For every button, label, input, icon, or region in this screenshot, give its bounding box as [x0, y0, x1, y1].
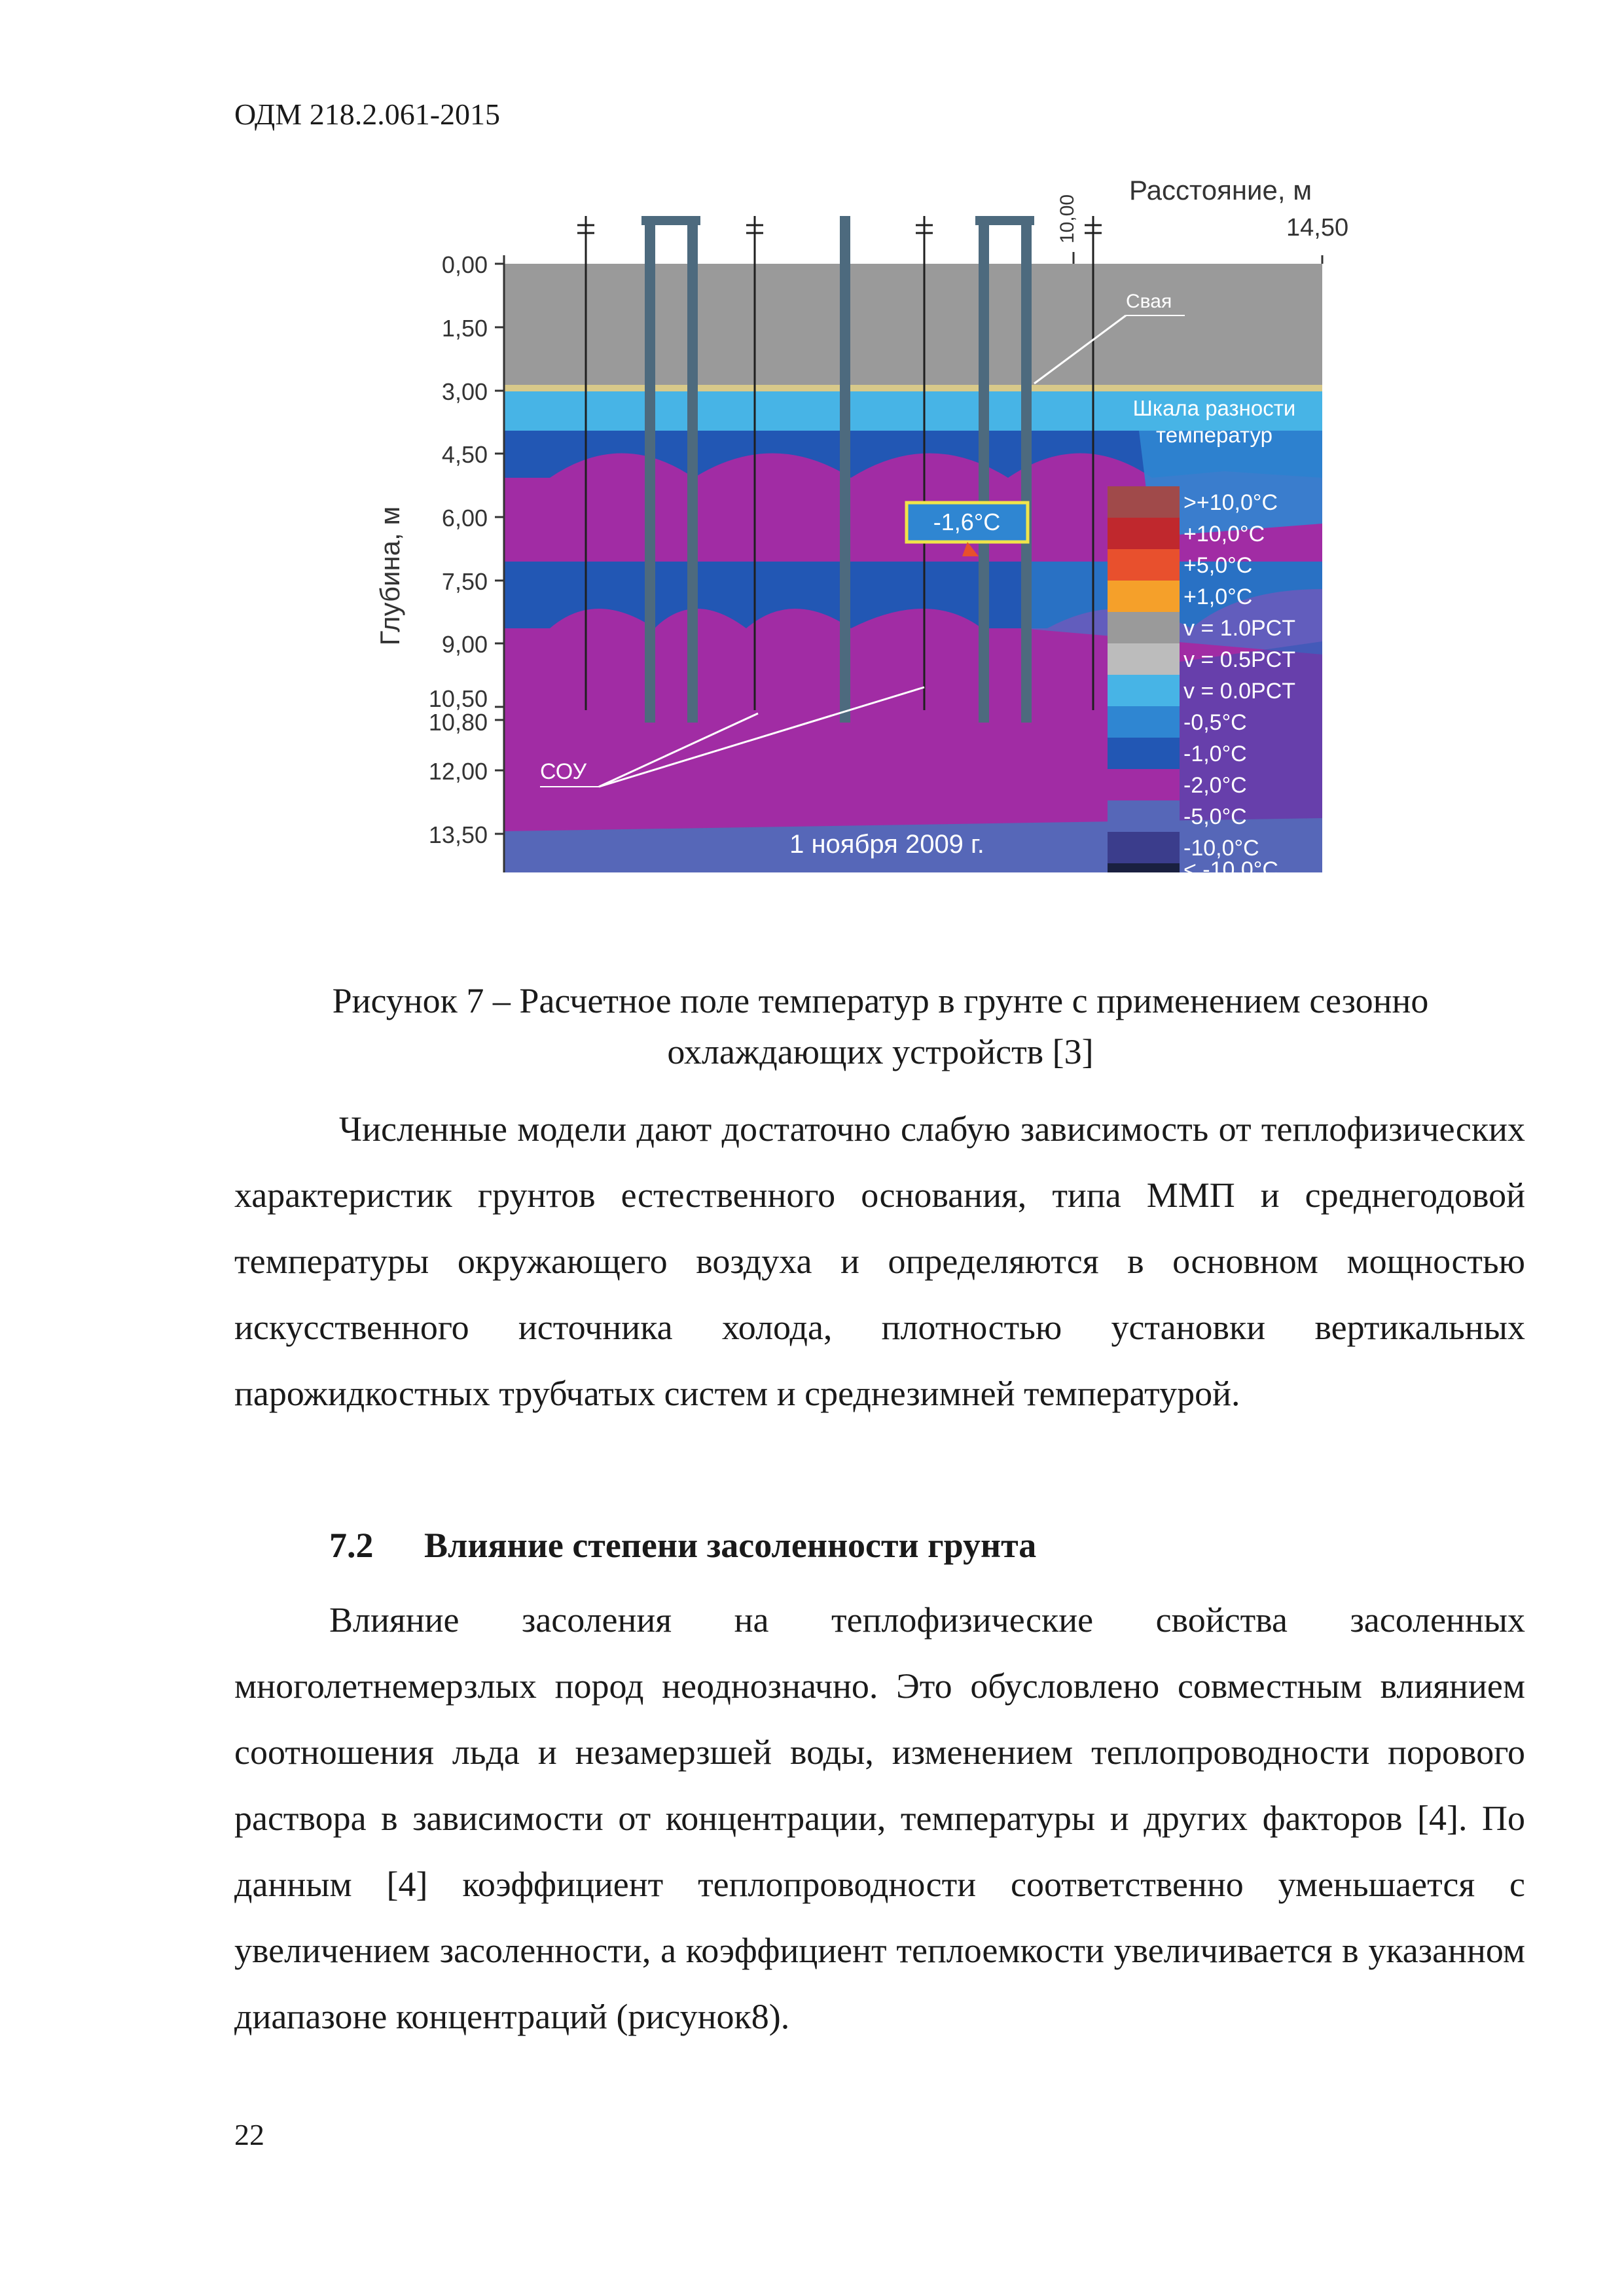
top-axis-title: Расстояние, м — [1129, 175, 1312, 206]
y-tick-label: 3,00 — [441, 378, 488, 405]
legend-label: +1,0°C — [1183, 584, 1253, 609]
y-tick-label: 0,00 — [441, 251, 488, 278]
y-tick-label: 12,00 — [428, 758, 488, 785]
document-code-header: ОДМ 218.2.061-2015 — [234, 98, 501, 131]
body-paragraph: Влияние засоления на теплофизические свойства засоленных многолетнемерзлых пород неоднозначно. Это обусловлено совместным влиянием соотношения льда и незамерзшей воды, изменением теплопроводности порового раствора в зависимости от концентрации, температуры и других факторов [4]. По данным [4] коэффициент теплопроводности соответственно уменьшается с увеличением засоленности, а коэффициент теплоемкости увеличивается в указанном диапазоне концентраций (рисунок8). — [234, 1600, 1525, 2036]
section-number: 7.2 — [329, 1526, 374, 1565]
page-number: 22 — [234, 2118, 264, 2151]
cooling-device-label: СОУ — [540, 759, 587, 784]
legend-title: температур — [1156, 423, 1272, 447]
legend-label: +10,0°C — [1183, 522, 1265, 547]
y-tick-label: 7,50 — [441, 568, 488, 595]
y-tick-label: 13,50 — [428, 821, 488, 848]
temperature-field-figure — [367, 170, 1375, 916]
legend-label: >+10,0°C — [1183, 490, 1278, 515]
legend-label: -1,0°C — [1183, 742, 1247, 766]
legend-label: < -10,0°C — [1183, 857, 1278, 882]
y-tick-label: 9,00 — [441, 631, 488, 658]
caption-line: охлаждающих устройств [3] — [667, 1032, 1094, 1071]
legend-label: v = 1.0PCT — [1183, 616, 1296, 641]
caption-line: Рисунок 7 – Расчетное поле температур в грунте с применением сезонно — [332, 981, 1429, 1020]
date-label: 1 ноября 2009 г. — [789, 830, 984, 859]
legend-label: v = 0.5PCT — [1183, 647, 1296, 672]
section-title: Влияние степени засоленности грунта — [424, 1526, 1037, 1565]
body-paragraph: Численные модели дают достаточно слабую зависимость от теплофизических характеристик грунтов естественного основания, типа ММП и среднегодовой температуры окружающего воздуха и определяются в основном мощностью искусственного источника холода, плотностью установки вертикальных парожидкостных трубчатых систем и среднезимней температурой. — [234, 1109, 1525, 1413]
temperature-callout-value: -1,6°С — [933, 509, 1001, 535]
pile-label: Свая — [1126, 291, 1172, 312]
legend-label: -0,5°C — [1183, 710, 1247, 735]
y-tick-label: 6,00 — [441, 505, 488, 531]
figure-caption — [236, 975, 1525, 1077]
y-tick-label: 10,80 — [428, 709, 488, 736]
y-tick-label: 10,50 — [428, 685, 488, 712]
section-heading — [234, 1525, 1036, 1566]
y-axis-title: Глубина, м — [374, 506, 405, 646]
y-tick-label: 1,50 — [441, 315, 488, 342]
legend-label: v = 0.0PCT — [1183, 679, 1296, 704]
legend-label: +5,0°C — [1183, 553, 1253, 578]
y-tick-label: 4,50 — [441, 441, 488, 468]
legend-swatches — [1108, 486, 1180, 872]
legend-label: -5,0°C — [1183, 804, 1247, 829]
legend-label: -2,0°C — [1183, 773, 1247, 798]
legend-title: Шкала разности — [1132, 396, 1296, 420]
top-tick-label: 10,00 — [1056, 194, 1078, 243]
legend-label: -10,0°C — [1183, 836, 1259, 861]
top-tick-label: 14,50 — [1286, 214, 1349, 242]
